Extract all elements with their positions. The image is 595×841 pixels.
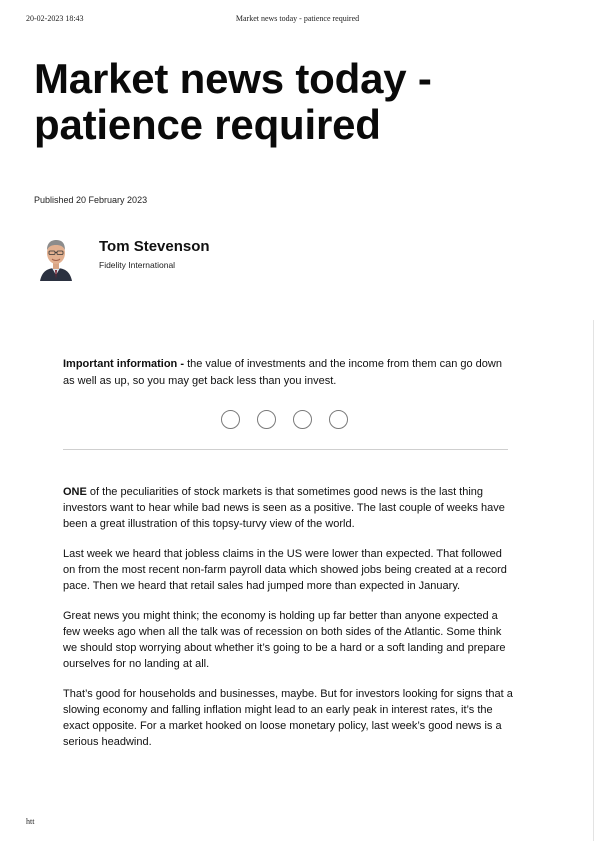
print-datetime: 20-02-2023 18:43 <box>26 14 84 23</box>
share-icon-3[interactable] <box>293 410 312 429</box>
important-information-notice <box>63 356 513 390</box>
author-name[interactable]: Tom Stevenson <box>99 238 210 255</box>
article-headline: Market news today - patience required <box>34 55 432 148</box>
print-header <box>26 14 569 26</box>
notice-text: the value of investments and the income from them can go down as well as up, so you may get back less than you invest. <box>63 358 502 387</box>
section-divider <box>63 449 508 450</box>
body-paragraph-4: That’s good for households and businesses, maybe. But for investors looking for signs that a slowing economy and falling inflation might lead to an early peak in interest rates, it’s the exact opposite. For a market hooked on loose monetary policy, last week’s good news is a serious headwind. <box>63 688 513 748</box>
body-paragraph-1 <box>63 484 513 532</box>
body-paragraph-2: Last week we heard that jobless claims in the US were lower than expected. That followed on from the most recent non-farm payroll data which showed jobs being created at a record pace. Then we heard that retail sales had jumped more than expected in January. <box>63 548 507 592</box>
paragraph-1-text: of the peculiarities of stock markets is that sometimes good news is the last thing investors want to hear while bad news is seen as a positive. The last couple of weeks have been a great illustration of this topsy-turvy view of the world. <box>63 486 505 530</box>
share-icon-4[interactable] <box>329 410 348 429</box>
notice-label: Important information - <box>63 358 184 370</box>
lead-word: ONE <box>63 486 87 498</box>
print-footer-url: htt <box>26 817 35 826</box>
body-paragraph-3: Great news you might think; the economy is holding up far better than anyone expected a few weeks ago when all the talk was of recession on both sides of the Atlantic. Some think we should stop worrying about whether it’s going to be a hard or a soft landing and prepare ourselves for no landing at all. <box>63 610 506 670</box>
article-body <box>63 484 513 764</box>
author-avatar[interactable] <box>38 237 74 281</box>
share-icon-1[interactable] <box>221 410 240 429</box>
share-icon-2[interactable] <box>257 410 276 429</box>
author-organisation: Fidelity International <box>99 260 176 270</box>
published-date: Published 20 February 2023 <box>34 195 148 205</box>
page-edge-rule <box>593 320 594 841</box>
print-page-title: Market news today - patience required <box>235 14 360 23</box>
